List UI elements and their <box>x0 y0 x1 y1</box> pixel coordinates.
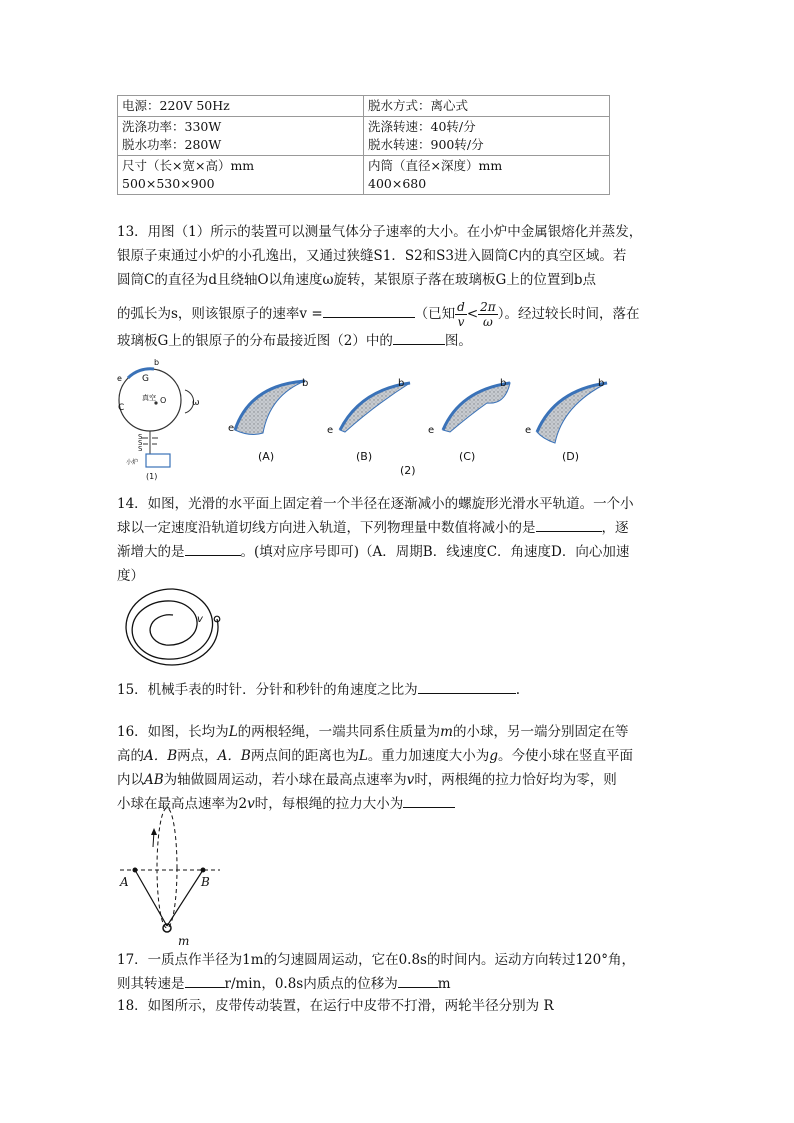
q16-text: 的小球，另一端分别固定在等 <box>452 724 629 740</box>
distribution-c <box>443 383 510 432</box>
table-cell: 脱水方式：离心式 <box>364 96 610 117</box>
answer-blank[interactable] <box>398 973 438 988</box>
answer-blank[interactable] <box>185 973 225 988</box>
q16-text: 时，两根绳的拉力恰好均为零，则 <box>414 772 617 788</box>
fig1-label-vacuum: 真空 <box>142 394 156 402</box>
fig1-label-furnace: 小炉 <box>126 459 139 466</box>
question-15 <box>117 678 677 702</box>
q16-text: 内以 <box>117 772 144 788</box>
fig2-label-e: e <box>428 425 435 436</box>
answer-blank[interactable] <box>403 793 455 808</box>
table-cell: 内筒（直径×深度）mm 400×680 <box>364 156 610 195</box>
table-cell: 电源：220V 50Hz <box>118 96 364 117</box>
q17-line <box>117 972 677 996</box>
fig2-caption: (2) <box>400 464 416 477</box>
q16-text: 的两根轻绳，一端共同系住质量为 <box>237 724 441 740</box>
q16-text: 两点， <box>177 748 218 764</box>
q18-line: 18．如图所示，皮带传动装置，在运行中皮带不打滑，两轮半径分别为 R <box>117 998 554 1014</box>
spec-table <box>117 95 610 195</box>
question-13 <box>117 220 677 353</box>
q16-text: 两点间的距离也为 <box>250 748 359 764</box>
fig1-label-G: G <box>142 374 149 384</box>
q15-text: 15．机械手表的时针．分针和秒针的角速度之比为 <box>117 682 418 698</box>
fig1-label-s3: S <box>138 445 143 453</box>
q14-text: ，逐 <box>601 520 629 536</box>
q15-text: . <box>515 682 520 698</box>
fig2-label-e: e <box>228 423 235 434</box>
var-g: g <box>489 748 498 764</box>
fig1-label-C: C <box>118 403 125 413</box>
q13-line: 银原子束通过小炉的小孔逸出，又通过狭缝S1．S2和S3进入圆筒C内的真空区域。若 <box>117 248 627 264</box>
q16-text: 高的 <box>117 748 144 764</box>
q16-text: 小球在最高点速率为2 <box>117 796 248 812</box>
less-than: < <box>466 306 479 322</box>
spiral-track-figure <box>118 585 228 670</box>
table-cell: 尺寸（长×宽×高）mm 500×530×900 <box>118 156 364 195</box>
q16-line <box>117 768 677 792</box>
fraction-d-over-v: $\frac{d}{v}$ <box>457 300 465 329</box>
table-cell: 洗涤转速：40转/分 脱水转速：900转/分 <box>364 117 610 156</box>
answer-blank[interactable] <box>185 541 241 556</box>
q13-text: 的弧长为s，则该银原子的速率v = <box>117 306 323 322</box>
answer-blank[interactable] <box>418 679 516 694</box>
q16-text: 为轴做圆周运动，若小球在最高点速率为 <box>163 772 407 788</box>
var-L: L <box>358 748 368 764</box>
q13-line <box>117 329 677 353</box>
q16-text: 时，每根绳的拉力大小为 <box>254 796 404 812</box>
var-v: v <box>406 772 415 788</box>
q16-line <box>117 744 677 768</box>
q16-text: 。今使小球在竖直平面 <box>497 748 633 764</box>
q17-text: 则其转速是 <box>117 976 185 992</box>
question-16 <box>117 720 677 816</box>
spiral-label-v: v <box>197 614 203 625</box>
q13-line <box>117 300 677 329</box>
q13-line: 13．用图（1）所示的装置可以测量气体分子速率的大小。在小炉中金属银熔化并蒸发， <box>117 224 643 240</box>
fig2-label-e: e <box>525 425 532 436</box>
fig2-option-a: (A) <box>258 450 275 463</box>
question-14 <box>117 492 677 588</box>
q16-line <box>117 720 677 744</box>
fig2-option-d: (D) <box>562 450 580 463</box>
var-L: L <box>228 724 238 740</box>
answer-blank[interactable] <box>393 330 445 345</box>
q17-text: r/min，0.8s内质点的位移为 <box>224 976 398 992</box>
q13-text: ）。经过较长时间，落在 <box>497 306 640 322</box>
q13-text: 玻璃板G上的银原子的分布最接近图（2）中的 <box>117 333 393 349</box>
fig1-caption: (1) <box>146 472 158 481</box>
question-18 <box>117 994 677 1018</box>
q13-text: （已知 <box>414 306 456 322</box>
fig16-label-m: m <box>178 934 190 948</box>
var-AB: A．B <box>217 748 251 764</box>
q17-text: m <box>437 976 451 992</box>
fig2-label-b: b <box>398 378 405 389</box>
fig2-label-e: e <box>327 425 334 436</box>
table-row <box>118 156 610 195</box>
fig16-label-A: A <box>120 875 129 889</box>
var-m: m <box>440 724 453 740</box>
q16-text: 。重力加速度大小为 <box>367 748 490 764</box>
fig2-option-c: (C) <box>459 450 476 463</box>
distribution-d <box>537 383 607 443</box>
var-AB: AB <box>144 772 164 788</box>
q17-line: 17．一质点作半径为1m的匀速圆周运动，它在0.8s的时间内。运动方向转过120°角， <box>117 952 635 968</box>
fig1-label-e: e <box>117 374 122 383</box>
var-AB: A．B <box>144 748 178 764</box>
fig1-label-omega: ω <box>192 398 200 408</box>
question-17 <box>117 948 677 996</box>
table-row <box>118 117 610 156</box>
fig2-label-b: b <box>302 378 309 389</box>
fig16-label-B: B <box>201 875 210 889</box>
q14-line: 度） <box>117 568 144 584</box>
fig2-label-b: b <box>598 378 605 389</box>
q13-line: 圆筒C的直径为d且绕轴O以角速度ω旋转，某银原子落在玻璃板G上的位置到b点 <box>117 272 596 288</box>
q14-line: 14．如图，光滑的水平面上固定着一个半径在逐渐减小的螺旋形光滑水平轨道。一个小 <box>117 496 634 512</box>
pendulum-figure <box>115 805 225 940</box>
distribution-a <box>235 381 305 434</box>
q14-line <box>117 540 677 564</box>
q14-text: 球以一定速度沿轨道切线方向进入轨道，下列物理量中数值将减小的是 <box>117 520 536 536</box>
answer-blank[interactable] <box>323 303 415 318</box>
fig2-label-b: b <box>500 378 507 389</box>
var-v: v <box>247 796 255 812</box>
table-row <box>118 96 610 117</box>
fraction-2pi-over-omega: $\frac{2\pi}{\omega}$ <box>480 300 496 329</box>
q14-text: 渐增大的是 <box>117 544 185 560</box>
fig1-label-s1: S <box>138 433 143 441</box>
fig1-label-s2: S <box>138 439 143 447</box>
q14-line <box>117 516 677 540</box>
fig1-label-b: b <box>154 358 160 367</box>
answer-blank[interactable] <box>536 517 602 532</box>
fig1-label-O: O <box>160 396 167 405</box>
q16-text: 16．如图，长均为 <box>117 724 229 740</box>
distribution-b <box>340 383 410 432</box>
figure-2-distributions <box>225 375 625 455</box>
table-cell: 洗涤功率：330W 脱水功率：280W <box>118 117 364 156</box>
fig2-option-b: (B) <box>356 450 373 463</box>
q14-text: 。(填对应序号即可)（A．周期B．线速度C．角速度D．向心加速 <box>240 544 630 560</box>
q13-text: 图。 <box>444 333 472 349</box>
figure-1-apparatus <box>110 358 200 488</box>
